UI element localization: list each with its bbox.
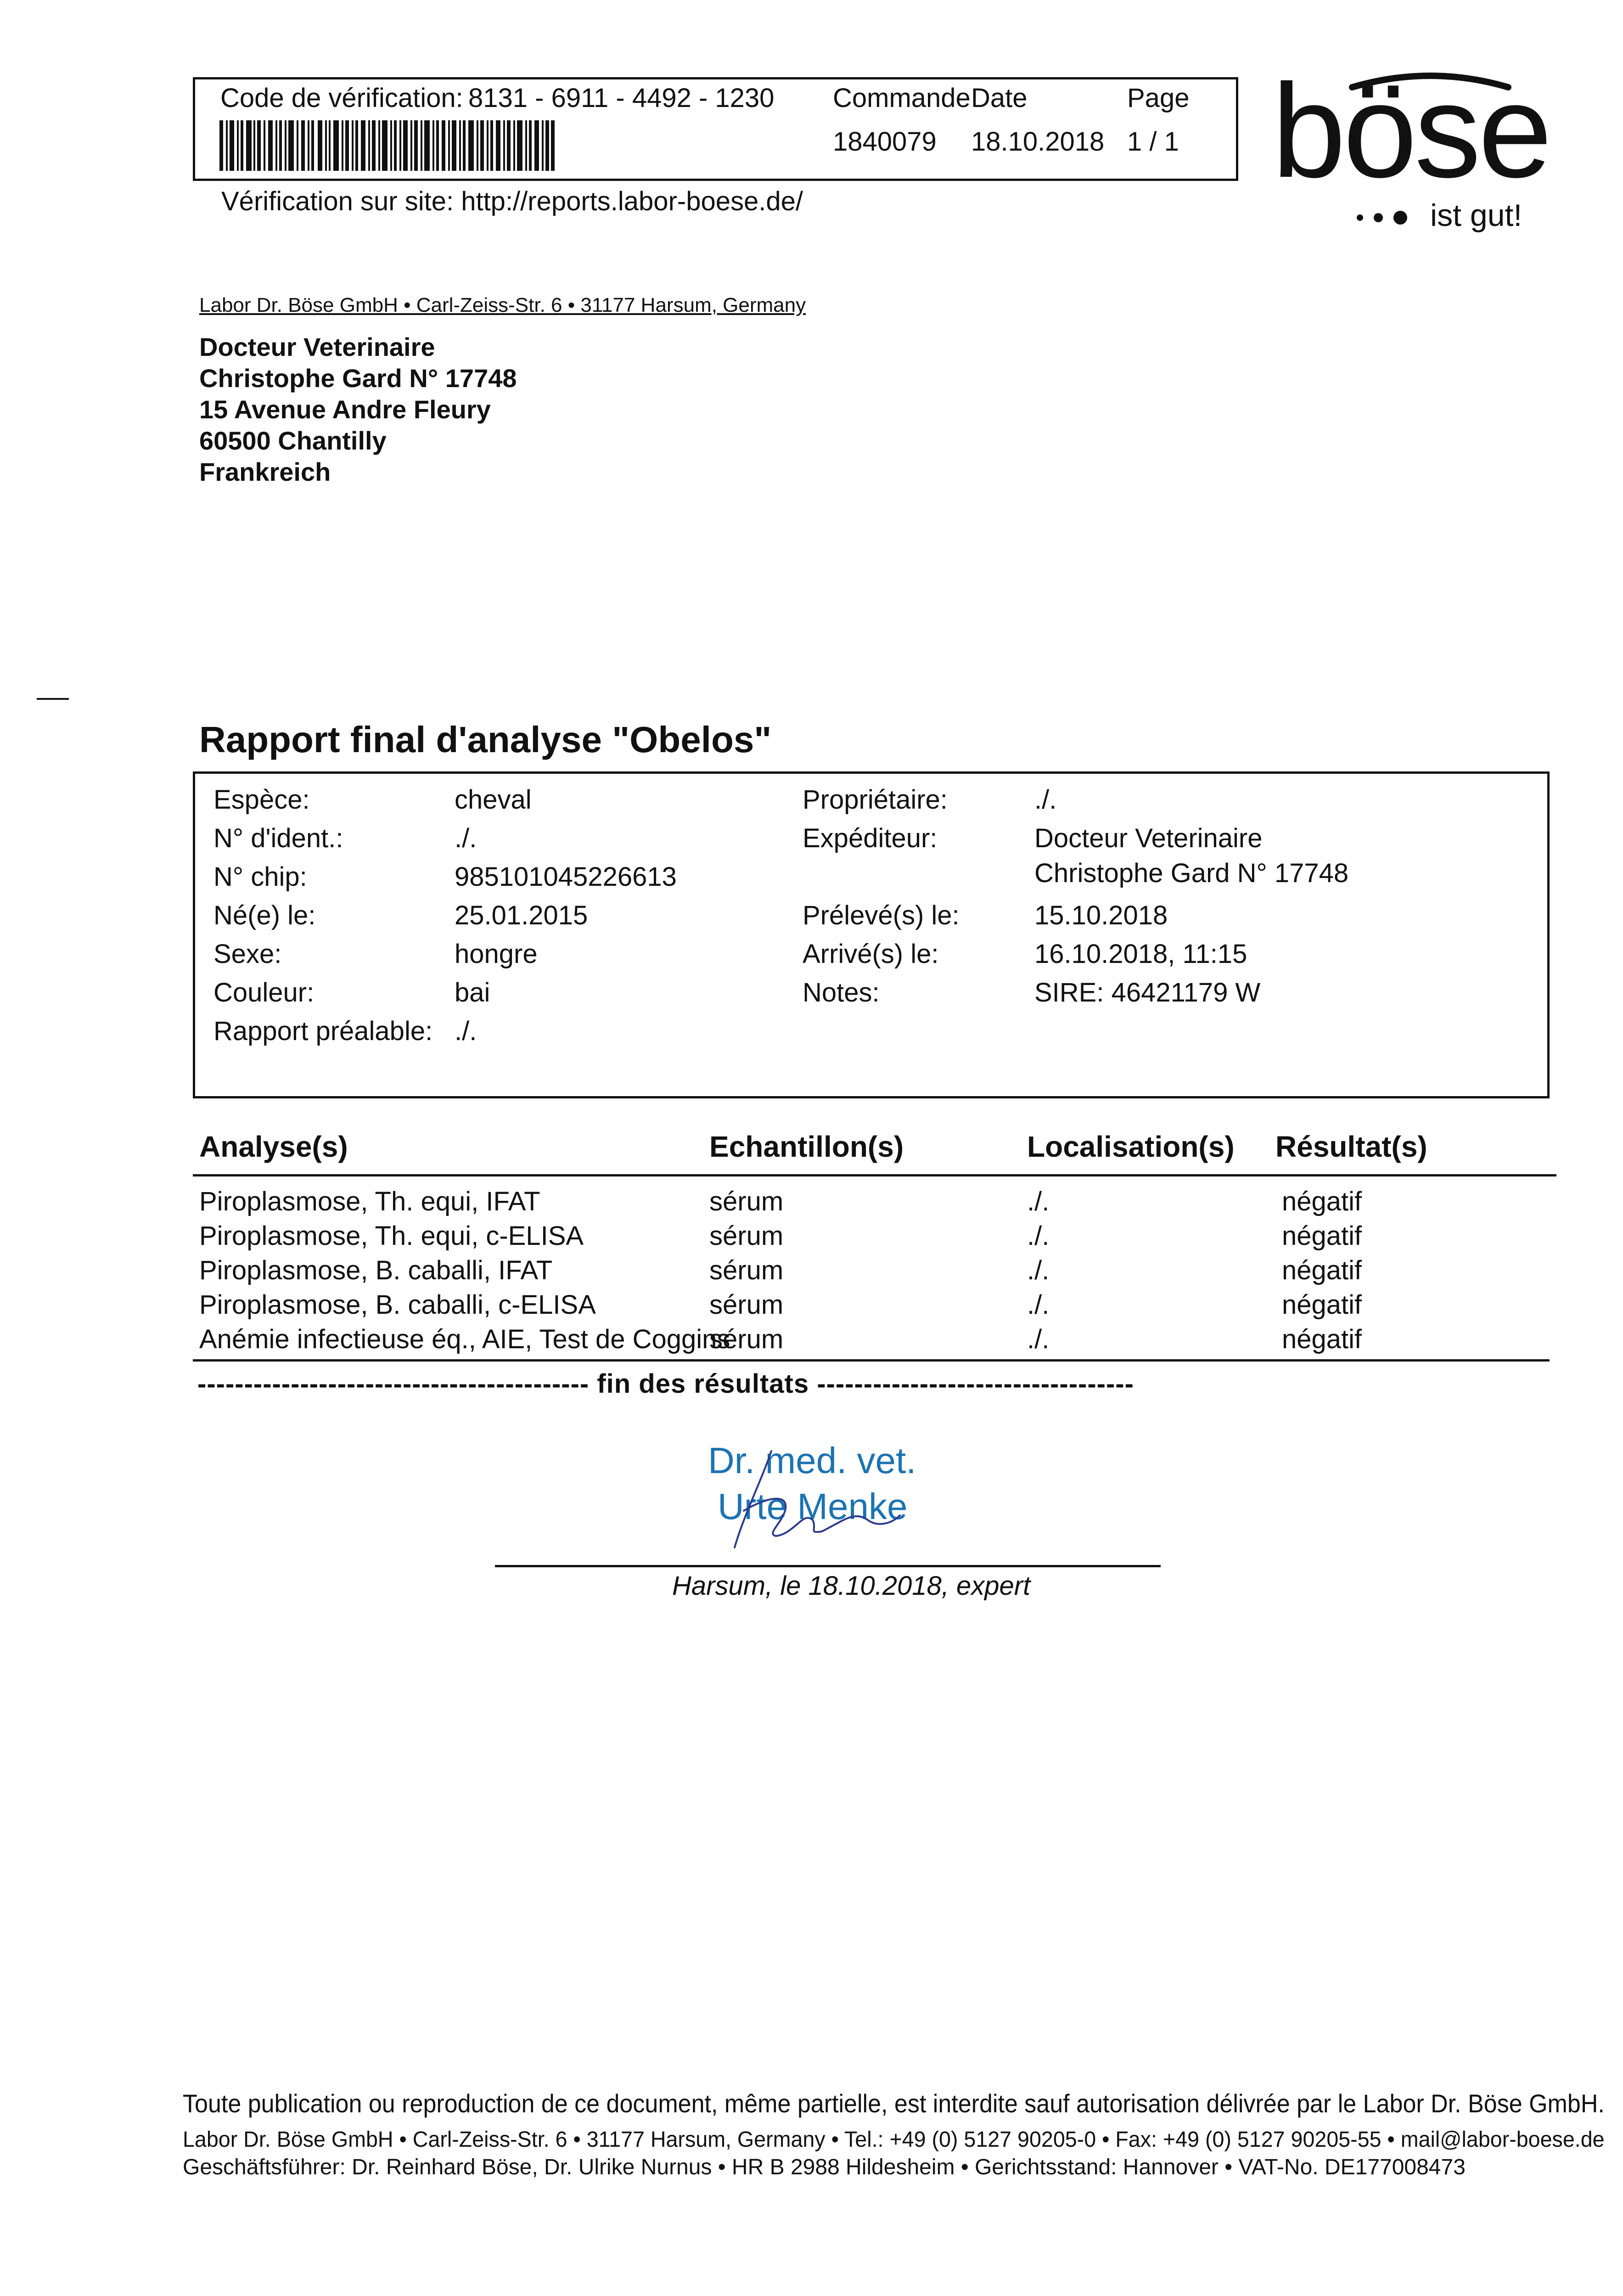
table-cell-result: négatif: [1282, 1255, 1362, 1285]
fold-mark: [37, 698, 69, 700]
footer-notice: Toute publication ou reproduction de ce document, même partielle, est interdite sauf autorisation délivrée par le Labor Dr. Böse GmbH.: [183, 2089, 1605, 2118]
table-cell-location: ./.: [1027, 1255, 1050, 1285]
col-header-analysis: Analyse(s): [199, 1130, 348, 1163]
birth-label: Né(e) le:: [213, 900, 316, 930]
sender-value-line2: Christophe Gard N° 17748: [1034, 858, 1349, 888]
date-label: Date: [971, 83, 1028, 113]
birth-value: 25.01.2015: [455, 900, 588, 930]
sampled-value: 15.10.2018: [1034, 900, 1168, 930]
table-cell-location: ./.: [1027, 1221, 1050, 1251]
page-value: 1 / 1: [1127, 127, 1179, 157]
sender-line: Labor Dr. Böse GmbH • Carl-Zeiss-Str. 6 • 31177 Harsum, Germany: [199, 294, 806, 316]
table-cell-result: négatif: [1282, 1187, 1362, 1216]
col-header-sample: Echantillon(s): [709, 1130, 904, 1163]
prior-report-label: Rapport préalable:: [213, 1016, 433, 1046]
sampled-label: Prélevé(s) le:: [803, 900, 960, 930]
signature-rule: [495, 1565, 1161, 1567]
species-label: Espèce:: [213, 785, 310, 815]
chip-value: 985101045226613: [455, 862, 677, 892]
recipient-line: Frankreich: [199, 457, 331, 486]
table-cell-analysis: Piroplasmose, B. caballi, c-ELISA: [199, 1290, 596, 1320]
table-cell-location: ./.: [1027, 1187, 1050, 1216]
signature-stamp-line2: Urte Menke: [718, 1486, 908, 1527]
table-cell-sample: sérum: [709, 1255, 784, 1285]
order-value: 1840079: [833, 127, 937, 157]
notes-value: SIRE: 46421179 W: [1034, 978, 1261, 1007]
handwritten-signature: [716, 1442, 909, 1557]
sex-value: hongre: [455, 939, 538, 969]
page-label: Page: [1127, 83, 1190, 113]
end-of-results-marker: ------------------------------------------ fin des résultats ----------------------------------: [197, 1369, 1134, 1399]
table-cell-location: ./.: [1027, 1290, 1050, 1320]
recipient-line: 15 Avenue Andre Fleury: [199, 395, 491, 424]
notes-label: Notes:: [803, 978, 880, 1007]
patient-info-box: [193, 771, 1550, 1098]
footer-contact: Labor Dr. Böse GmbH • Carl-Zeiss-Str. 6 • 31177 Harsum, Germany • Tel.: +49 (0) 5127 90205-0 • Fax: +49 (0) 5127 90205-55 • mail@labor-boese.de: [183, 2127, 1605, 2152]
color-value: bai: [455, 978, 490, 1007]
logo-arc-icon: [1348, 69, 1513, 96]
prior-report-value: ./.: [455, 1016, 477, 1046]
footer-legal: Geschäftsführer: Dr. Reinhard Böse, Dr. Ulrike Nurnus • HR B 2988 Hildesheim • Gerichtsstand: Hannover • VAT-No. DE177008473: [183, 2155, 1466, 2179]
table-cell-result: négatif: [1282, 1324, 1362, 1354]
signature-caption: Harsum, le 18.10.2018, expert: [672, 1571, 1031, 1601]
sender-value: Docteur Veterinaire: [1034, 823, 1263, 853]
table-cell-sample: sérum: [709, 1290, 784, 1320]
table-cell-sample: sérum: [709, 1324, 784, 1354]
sex-label: Sexe:: [213, 939, 282, 969]
table-cell-sample: sérum: [709, 1187, 784, 1216]
owner-value: ./.: [1034, 785, 1057, 815]
logo-tagline: ist gut!: [1430, 198, 1522, 233]
recipient-line: 60500 Chantilly: [199, 426, 387, 455]
recipient-line: Docteur Veterinaire: [199, 332, 435, 361]
verification-barcode: [219, 120, 555, 171]
table-cell-result: négatif: [1282, 1221, 1362, 1251]
col-header-result: Résultat(s): [1275, 1130, 1427, 1163]
color-label: Couleur:: [213, 978, 314, 1007]
recipient-line: Christophe Gard N° 17748: [199, 364, 517, 393]
table-cell-analysis: Anémie infectieuse éq., AIE, Test de Coggins: [199, 1324, 730, 1354]
arrived-label: Arrivé(s) le:: [803, 939, 939, 969]
ident-value: ./.: [455, 823, 477, 853]
table-header-rule: [193, 1174, 1556, 1176]
col-header-location: Localisation(s): [1027, 1130, 1235, 1163]
chip-label: N° chip:: [213, 862, 307, 892]
table-cell-analysis: Piroplasmose, Th. equi, c-ELISA: [199, 1221, 584, 1251]
report-title: Rapport final d'analyse "Obelos": [199, 719, 772, 760]
date-value: 18.10.2018: [971, 127, 1105, 157]
table-cell-sample: sérum: [709, 1221, 784, 1251]
table-cell-analysis: Piroplasmose, Th. equi, IFAT: [199, 1187, 540, 1216]
brand-logo-wordmark: böse: [1272, 56, 1550, 205]
table-cell-analysis: Piroplasmose, B. caballi, IFAT: [199, 1255, 553, 1285]
signature-stamp-line1: Dr. med. vet.: [708, 1440, 916, 1481]
arrived-value: 16.10.2018, 11:15: [1034, 939, 1247, 969]
table-cell-location: ./.: [1027, 1324, 1050, 1354]
sender-label: Expéditeur:: [803, 823, 938, 853]
verification-code: 8131 - 6911 - 4492 - 1230: [468, 83, 775, 113]
table-cell-result: négatif: [1282, 1290, 1362, 1320]
ident-label: N° d'ident.:: [213, 823, 343, 853]
owner-label: Propriétaire:: [803, 785, 948, 815]
verification-label: Code de vérification:: [220, 83, 463, 113]
verification-site: Vérification sur site: http://reports.labor-boese.de/: [221, 186, 803, 216]
order-label: Commande: [833, 83, 971, 113]
table-bottom-rule: [193, 1359, 1550, 1362]
species-value: cheval: [455, 785, 532, 815]
logo-dots-icon: [1354, 208, 1419, 226]
